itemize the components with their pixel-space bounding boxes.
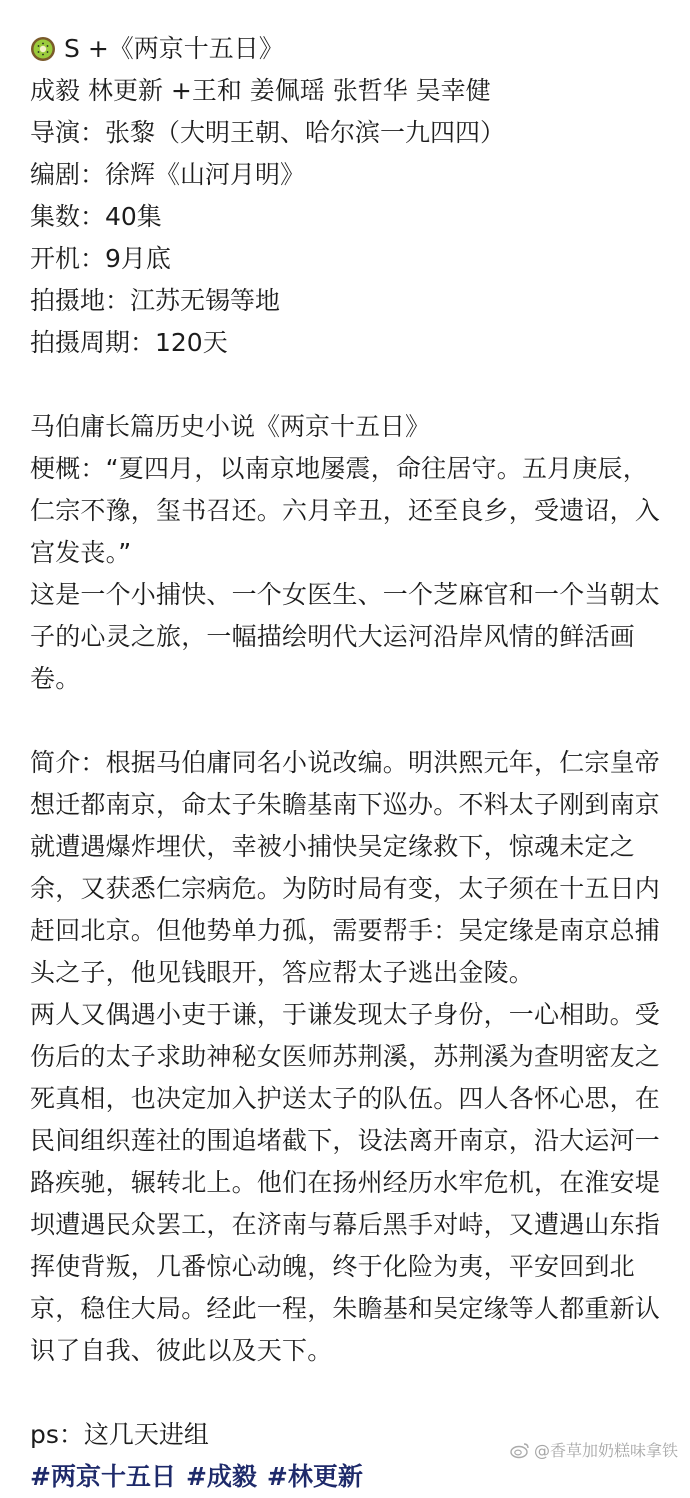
intro-paragraph-1: 简介：根据马伯庸同名小说改编。明洪熙元年，仁宗皇帝想迁都南京，命太子朱瞻基南下巡办。不料太子刚到南京就遭遇爆炸埋伏，幸被小捕快吴定缘救下，惊魂未定之余，又获悉仁宗病危。为防时局有变，太子须在十五日内赶回北京。但他势单力孤，需要帮手：吴定缘是南京总捕头之子，他见钱眼开，答应帮太子逃出金陵。 (30, 748, 661, 987)
novel-synopsis: 梗概：“夏四月，以南京地屡震，命往居守。五月庚辰，仁宗不豫，玺书召还。六月辛丑，还至良乡，受遗诏，入宫发丧。” (30, 454, 661, 567)
hashtag-link[interactable]: #两京十五日 (30, 1462, 176, 1491)
kiwi-icon (30, 36, 56, 62)
intro-paragraph-2: 两人又偶遇小吏于谦，于谦发现太子身份，一心相助。受伤后的太子求助神秘女医师苏荆溪，苏荆溪为查明密友之死真相，也决定加入护送太子的队伍。四人各怀心思，在民间组织莲社的围追堵截下，设法离开南京，沿大运河一路疾驰，辗转北上。他们在扬州经历水牢危机，在淮安堤坝遭遇民众罢工，在济南与幕后黑手对峙，又遭遇山东指挥使背叛，几番惊心动魄，终于化险为夷，平安回到北京，稳住大局。经此一程，朱瞻基和吴定缘等人都重新认识了自我、彼此以及天下。 (30, 1000, 661, 1365)
location-line: 拍摄地：江苏无锡等地 (30, 286, 281, 315)
hashtag-row (30, 1456, 670, 1498)
novel-heading: 马伯庸长篇历史小说《两京十五日》 (30, 412, 431, 441)
ps-note: ps：这几天进组 (30, 1420, 209, 1449)
novel-description: 这是一个小捕快、一个女医生、一个芝麻官和一个当朝太子的心灵之旅，一幅描绘明代大运河沿岸风情的鲜活画卷。 (30, 580, 661, 693)
screenwriter-line: 编剧：徐辉《山河月明》 (30, 160, 306, 189)
post-title-line (30, 28, 670, 70)
cast-line: 成毅 林更新 +王和 姜佩瑶 张哲华 吴幸健 (30, 76, 491, 105)
watermark (510, 1438, 678, 1461)
hashtag-link[interactable]: #林更新 (266, 1462, 363, 1491)
start-date-line: 开机：9月底 (30, 244, 171, 273)
post-title: S +《两京十五日》 (64, 34, 284, 63)
post-content (30, 28, 670, 1498)
spacer (30, 364, 670, 406)
watermark-text: @香草加奶糕味拿铁 (533, 1441, 678, 1460)
spacer (30, 1372, 670, 1414)
shooting-period-line: 拍摄周期：120天 (30, 328, 228, 357)
director-line: 导演：张黎（大明王朝、哈尔滨一九四四） (30, 118, 506, 147)
spacer (30, 700, 670, 742)
hashtag-link[interactable]: #成毅 (185, 1462, 257, 1491)
episodes-line: 集数：40集 (30, 202, 162, 231)
weibo-icon (510, 1441, 530, 1459)
